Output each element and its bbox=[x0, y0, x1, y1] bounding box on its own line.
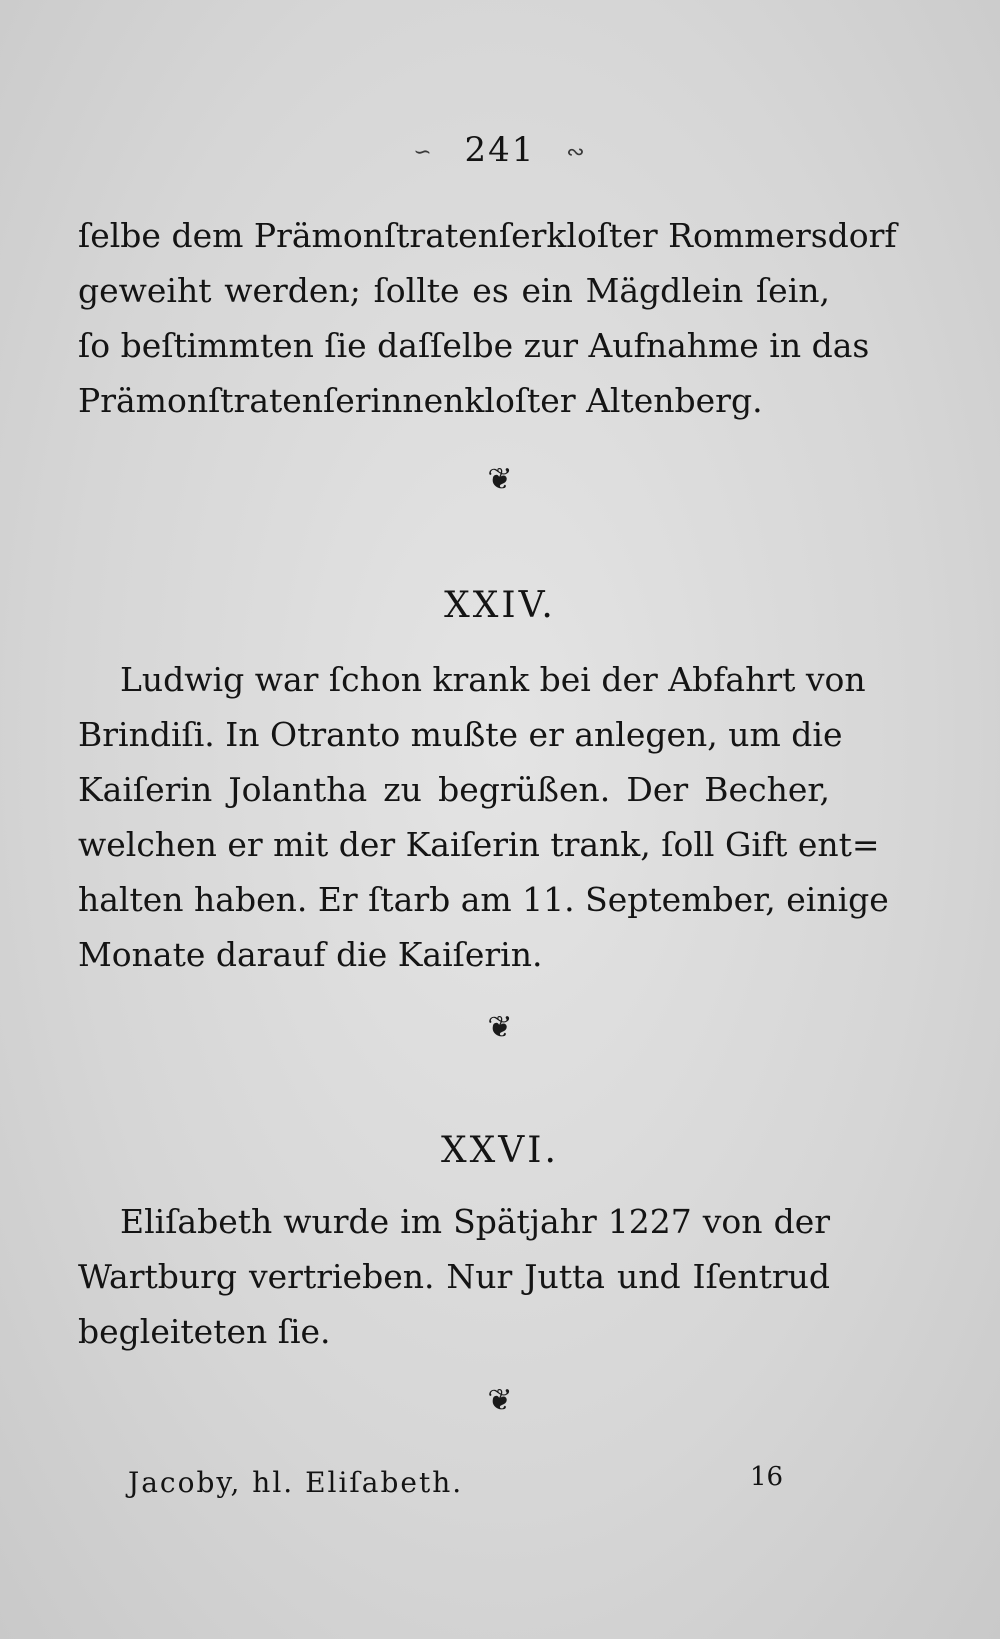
section-xxiv-paragraph bbox=[78, 652, 889, 982]
text-line: Prämonſtratenſerinnenkloſter Altenberg. bbox=[78, 381, 763, 420]
text-line: Brindiſi. In Otranto mußte er anlegen, um die bbox=[78, 715, 843, 754]
left-ornament-icon: ∽ bbox=[413, 139, 434, 165]
page-number: 241 bbox=[464, 130, 536, 170]
text-line: ſo beſtimmten ſie daſſelbe zur Aufnahme in das bbox=[78, 326, 870, 365]
text-line: geweiht werden; ſollte es ein Mägdlein ſein, bbox=[78, 271, 830, 310]
fleuron-divider-icon: ❦ bbox=[487, 1010, 513, 1045]
text-line: Kaiſerin Jolantha zu begrüßen. Der Becher, bbox=[78, 770, 830, 809]
text-line: welchen er mit der Kaiſerin trank, ſoll Gift ent= bbox=[78, 825, 880, 864]
fleuron-divider-icon: ❦ bbox=[487, 1383, 513, 1418]
text-line: Ludwig war ſchon krank bei der Abfahrt von bbox=[120, 660, 866, 699]
paragraph-continuation bbox=[78, 208, 897, 428]
text-line: ſelbe dem Prämonſtratenſerkloſter Rommersdorf bbox=[78, 216, 897, 255]
text-line: Eliſabeth wurde im Spätjahr 1227 von der bbox=[120, 1202, 830, 1241]
text-line: Wartburg vertrieben. Nur Jutta und Iſentrud bbox=[78, 1257, 830, 1296]
text-line: begleiteten ſie. bbox=[78, 1312, 331, 1351]
signature-line: Jacoby, hl. Eliſabeth. bbox=[128, 1466, 464, 1499]
right-ornament-icon: ∾ bbox=[566, 139, 587, 165]
section-title-xxiv: XXIV. bbox=[444, 585, 556, 626]
section-title-xxvi: XXVI. bbox=[441, 1130, 559, 1171]
sheet-number: 16 bbox=[750, 1462, 784, 1492]
text-line: halten haben. Er ſtarb am 11. September, einige bbox=[78, 880, 889, 919]
text-line: Monate darauf die Kaiſerin. bbox=[78, 935, 543, 974]
page-header bbox=[0, 130, 1000, 170]
fleuron-divider-icon: ❦ bbox=[487, 462, 513, 497]
section-xxvi-paragraph bbox=[78, 1194, 830, 1359]
